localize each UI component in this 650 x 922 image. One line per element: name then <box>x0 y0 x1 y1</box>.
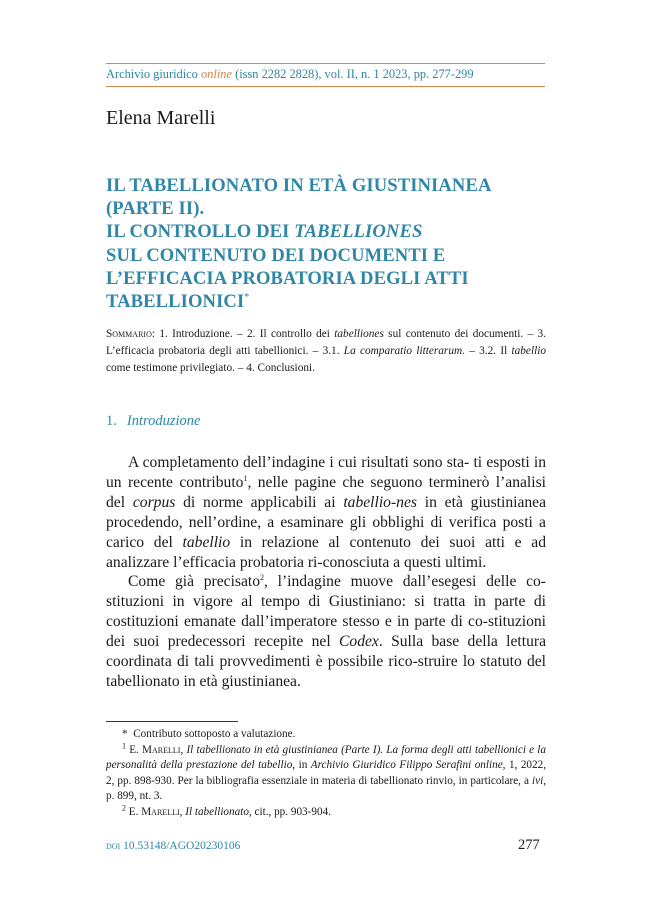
title-line-4: SUL CONTENUTO DEI DOCUMENTI E <box>106 244 446 266</box>
fn1-journal: Archivio Giuridico Filippo Serafini online <box>310 759 503 771</box>
title-line-5: L’EFFICACIA PROBATORIA DEGLI ATTI <box>106 267 469 289</box>
p2-line-2: stituzioni in vigore al tempo di Giustiniano: si tratta in parte <box>106 593 526 611</box>
p1-nes: nes <box>396 493 417 511</box>
summary-italic-3: tabellio <box>511 345 547 358</box>
footnote-ref-1[interactable]: 1 <box>243 473 248 483</box>
doi-link[interactable] <box>106 840 240 852</box>
fn2-b: , <box>179 805 186 818</box>
table-of-contents-summary <box>106 326 546 378</box>
title-line-2: (PARTE II). <box>106 198 205 220</box>
p2-codex: Codex <box>339 633 379 651</box>
fn0-text: Contributo sottoposto a valutazione. <box>133 728 296 740</box>
fn1-author: Marelli <box>142 743 181 756</box>
footnote-star <box>106 727 546 743</box>
fn1-ivi: ivi <box>532 774 544 787</box>
footnote-2 <box>106 802 546 821</box>
summary-italic-2: La comparatio litterarum <box>343 345 463 358</box>
title-line-3-text: IL CONTROLLO DEI <box>106 221 295 243</box>
page-number: 277 <box>518 837 540 853</box>
journal-issue: (issn 2282 2828), vol. II, n. 1 2023, pp. 277-299 <box>231 67 474 81</box>
summary-label: Sommario <box>106 328 152 340</box>
p1-line-5a: gli obblighi di verifica posti a carico del <box>106 513 546 551</box>
p1-line-4b: in età giustinianea procedendo, nell’ordine, a esaminare <box>106 493 547 531</box>
fn1-title: Il tabellionato in età giustinianea (Parte I). La forma degli atti tabellionici e la personalità della prestazione del tabellio <box>106 743 547 771</box>
p1-line-6: contenuto dei suoi atti e ad analizzare l’efficacia probatoria ri- <box>106 533 547 571</box>
summary-text-2: sul contenuto dei documenti. – 3. L’efficacia probatoria degli atti tabellionici. – 3.1. <box>106 328 546 358</box>
title-line-6 <box>106 290 556 313</box>
section-title: Introduzione <box>126 413 201 429</box>
p1-line-3a: terminerò l’analisi del <box>106 473 546 511</box>
summary-italic-1: tabelliones <box>334 328 384 340</box>
title-tabelliones: TABELLIONES <box>294 221 423 243</box>
fn2-a: E. <box>126 805 142 818</box>
fn2-c: , cit., pp. 903-904. <box>248 805 331 818</box>
fn2-author: Marelli <box>141 805 180 818</box>
p1-corpus: corpus <box>132 493 176 511</box>
p2-line-1a: Come già precisato <box>128 573 261 591</box>
author-name: Elena Marelli <box>106 107 216 129</box>
summary-text-4: come testimone privilegiato. – 4. Conclusioni. <box>106 362 315 375</box>
title-line-6-text: TABELLIONICI <box>106 291 245 313</box>
doi-value: 10.53148/AGO20230106 <box>120 840 241 852</box>
p2-line-1b: , l’indagine muove dall’esegesi delle co- <box>264 573 547 591</box>
p1-tabellio-: tabellio- <box>343 493 397 511</box>
header-bottom-rule <box>106 86 545 87</box>
title-line-1: IL TABELLIONATO IN ETÀ GIUSTINIANEA <box>106 175 492 196</box>
title-footnote-mark: * <box>244 291 250 303</box>
paragraph-1 <box>106 453 546 572</box>
section-heading <box>106 413 200 430</box>
p2-line-6: struire lo statuto del tabellionato in età giustinianea. <box>106 653 546 690</box>
fn2-title: Il tabellionato <box>185 805 249 818</box>
p2-line-5: della lettura coordinata di tali provvedimenti è possibile rico- <box>106 633 546 671</box>
body-text <box>106 453 546 692</box>
fn1-mark: 1 <box>122 740 126 750</box>
p1-line-7: conosciuta a questi ultimi. <box>322 553 487 571</box>
fn1-d: , 1, 2022, 2, pp. 898-930. Per la bibliografia essenziale in materia di tabellionato rinvio, in particolare, a <box>106 759 547 787</box>
fn2-mark: 2 <box>122 802 126 812</box>
header-top-rule <box>106 63 545 64</box>
p1-line-1: A completamento dell’indagine i cui risultati sono sta- <box>128 454 470 471</box>
p2-line-3: di costituzioni emanate dall’imperatore stesso e in parte di co- <box>106 593 547 631</box>
p1-line-3b: di norme applicabili ai <box>175 493 344 511</box>
title-line-3 <box>106 220 556 243</box>
fn0-mark: * <box>122 728 128 740</box>
p1-line-5b: in relazione al <box>230 533 340 551</box>
footnote-separator <box>106 721 238 722</box>
summary-text-3: . – 3.2. Il <box>462 345 512 358</box>
journal-online: online <box>200 67 232 81</box>
journal-name: Archivio giuridico <box>106 67 201 81</box>
footnote-1 <box>106 740 547 805</box>
section-number: 1. <box>106 413 117 429</box>
footnotes <box>106 727 546 820</box>
p2-line-4a: stituzioni dei suoi predecessori recepite nel <box>106 613 546 651</box>
summary-text-1: : 1. Introduzione. – 2. Il controllo dei <box>151 328 335 340</box>
doi-label: doi <box>106 840 121 852</box>
fn1-b: , <box>180 743 187 756</box>
journal-header <box>106 67 545 82</box>
p1-tabellio: tabellio <box>182 533 231 551</box>
fn1-a: E. <box>126 743 143 756</box>
p1-line-2a: ti esposti in un recente contributo <box>106 454 546 491</box>
p2-line-4b: . Sulla base <box>378 633 460 651</box>
footnote-ref-2[interactable]: 2 <box>260 573 265 583</box>
p1-line-2b: , nelle pagine che seguono <box>247 473 423 491</box>
fn1-e: , p. 899, nt. 3. <box>106 774 546 802</box>
fn1-c: , in <box>292 759 311 771</box>
paragraph-2 <box>106 572 546 691</box>
article-title <box>106 174 556 313</box>
